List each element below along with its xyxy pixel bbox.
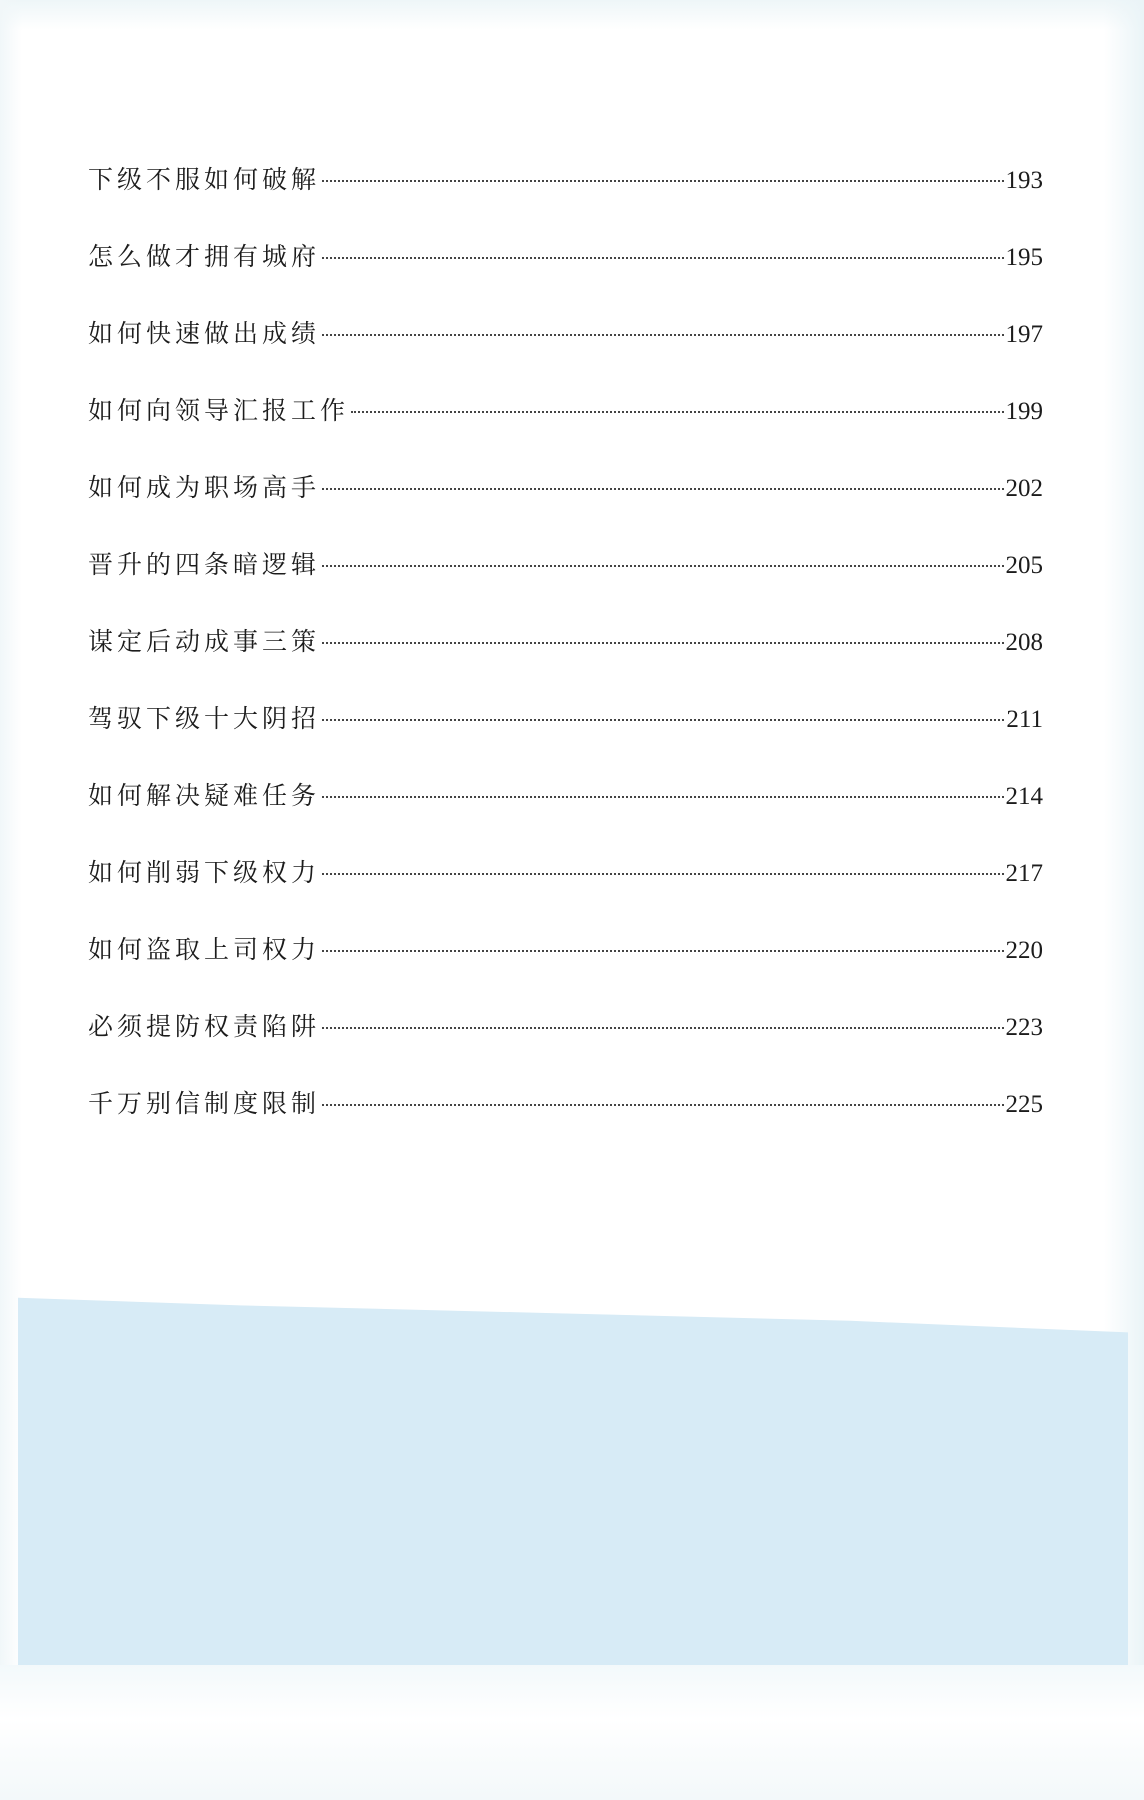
toc-entry[interactable] [88,776,1043,816]
page-edge-top [0,0,1144,30]
toc-entry-page: 217 [1005,860,1043,887]
toc-entry-page: 195 [1005,244,1043,271]
toc-entry-page: 202 [1005,475,1043,502]
toc-leader-dots [322,642,1003,644]
toc-entry-title: 如何盗取上司权力 [88,935,321,964]
toc-entry[interactable] [88,314,1043,354]
toc-entry[interactable] [88,545,1043,585]
toc-entry[interactable] [88,622,1043,662]
toc-entry-page: 205 [1005,552,1043,579]
toc-leader-dots [322,950,1003,952]
toc-entry-title: 怎么做才拥有城府 [88,242,321,271]
toc-entry-page: 199 [1005,398,1043,425]
toc-entry-page: 211 [1006,706,1043,733]
toc-entry-title: 驾驭下级十大阴招 [88,704,321,733]
toc-leader-dots [322,873,1003,875]
toc-entry[interactable] [88,468,1043,508]
toc-leader-dots [322,180,1003,182]
toc-entry-title: 千万别信制度限制 [88,1089,321,1118]
toc-leader-dots [322,1104,1003,1106]
page-bottom-shade [0,1665,1144,1800]
toc-entry-title: 如何成为职场高手 [88,473,321,502]
toc-entry[interactable] [88,930,1043,970]
toc-entry-title: 谋定后动成事三策 [88,627,321,656]
toc-leader-dots [322,257,1003,259]
toc-leader-dots [322,1027,1003,1029]
toc-entry-page: 208 [1005,629,1043,656]
toc-leader-dots [322,334,1003,336]
toc-entry-title: 晋升的四条暗逻辑 [88,550,321,579]
toc-entry[interactable] [88,237,1043,277]
toc-leader-dots [322,488,1003,490]
toc-leader-dots [322,796,1003,798]
toc-entry-title: 如何解决疑难任务 [88,781,321,810]
toc-entry-page: 220 [1005,937,1043,964]
toc-entry[interactable] [88,853,1043,893]
toc-entry[interactable] [88,1007,1043,1047]
toc-entry-title: 如何削弱下级权力 [88,858,321,887]
decorative-blue-band [18,1290,1128,1675]
toc-entry-title: 如何向领导汇报工作 [88,396,350,425]
toc-entry[interactable] [88,1084,1043,1124]
toc-entry[interactable] [88,160,1043,200]
toc-entry-page: 214 [1005,783,1043,810]
toc-entry-page: 197 [1005,321,1043,348]
toc-entry-title: 下级不服如何破解 [88,165,321,194]
toc-entry-page: 223 [1005,1014,1043,1041]
toc-leader-dots [322,719,1004,721]
toc-entry-title: 必须提防权责陷阱 [88,1012,321,1041]
toc-entry-title: 如何快速做出成绩 [88,319,321,348]
toc-entry-page: 193 [1005,167,1043,194]
toc-leader-dots [322,565,1003,567]
toc-leader-dots [351,411,1003,413]
toc-entry-page: 225 [1005,1091,1043,1118]
toc-entry[interactable] [88,391,1043,431]
toc-entry[interactable] [88,699,1043,739]
